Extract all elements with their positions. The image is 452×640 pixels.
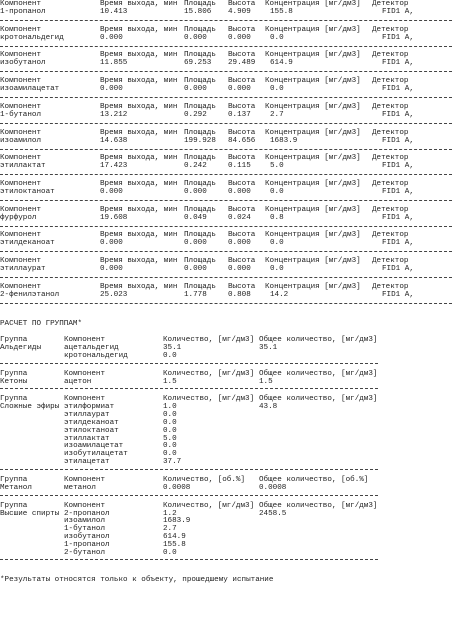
meas-component: этиллактат: [0, 162, 46, 171]
separator-line: [0, 226, 452, 227]
group-header-qty: Количество, [об.%]: [163, 475, 246, 484]
meas-header-conc: Концентрация [мг/дм3]: [265, 205, 361, 214]
meas-header-detector: Детектор: [372, 102, 409, 111]
meas-header-area: Площадь: [184, 128, 216, 137]
meas-header-detector: Детектор: [372, 231, 409, 240]
meas-area: 0.000: [184, 85, 207, 94]
meas-detector: FID1 A,: [382, 59, 414, 68]
meas-header-component: Компонент: [0, 179, 42, 188]
meas-header-component: Компонент: [0, 154, 42, 163]
meas-header-detector: Детектор: [372, 257, 409, 265]
meas-conc: 0.8: [270, 213, 284, 222]
meas-conc: 14.2: [270, 290, 289, 299]
meas-header-component: Компонент: [0, 102, 42, 111]
meas-header-conc: Концентрация [мг/дм3]: [265, 77, 361, 86]
meas-time: 0.000: [100, 33, 123, 42]
meas-conc: 0.0: [270, 239, 284, 248]
group-item-value: 0.0: [163, 450, 177, 459]
group-item-component: этиллаурат: [64, 411, 110, 420]
group-item-component: 1-бутанол: [64, 525, 106, 534]
meas-header-conc: Концентрация [мг/дм3]: [265, 0, 361, 8]
meas-header-conc: Концентрация [мг/дм3]: [265, 102, 361, 111]
meas-header-detector: Детектор: [372, 179, 409, 188]
meas-header-conc: Концентрация [мг/дм3]: [265, 154, 361, 163]
meas-header-height: Высота: [228, 282, 256, 291]
meas-header-time: Время выхода, мин: [100, 0, 178, 8]
group-total: 0.0008: [259, 483, 287, 492]
meas-detector: FID1 A,: [382, 136, 414, 145]
meas-time: 0.000: [100, 187, 123, 196]
meas-height: 29.489: [228, 59, 256, 68]
meas-header-area: Площадь: [184, 51, 216, 60]
group-header-label: Группа: [0, 501, 28, 510]
meas-height: 0.808: [228, 290, 251, 299]
group-header-label: Группа: [0, 395, 28, 404]
meas-component: изоамилол: [0, 136, 42, 145]
group-item-value: 37.7: [163, 458, 182, 466]
group-item-value: 5.0: [163, 434, 177, 443]
group-item-value: 0.0: [163, 548, 177, 557]
separator-line: [0, 388, 378, 389]
group-header-qty: Количество, [мг/дм3]: [163, 369, 255, 378]
meas-area: 0.242: [184, 162, 207, 171]
meas-detector: FID1 A,: [382, 162, 414, 171]
meas-component: фурфурол: [0, 213, 37, 222]
meas-header-component: Компонент: [0, 128, 42, 137]
group-item-component: изоамилацетат: [64, 442, 124, 451]
group-item-component: изоамилол: [64, 517, 106, 526]
meas-conc: 155.8: [270, 8, 293, 16]
meas-header-time: Время выхода, мин: [100, 51, 178, 60]
footnote: *Результаты относятся только к объекту, прошедшему испытание: [0, 576, 274, 585]
meas-header-time: Время выхода, мин: [100, 128, 178, 137]
meas-header-time: Время выхода, мин: [100, 205, 178, 214]
meas-header-conc: Концентрация [мг/дм3]: [265, 257, 361, 265]
group-item-value: 0.0: [163, 419, 177, 427]
meas-area: 0.000: [184, 33, 207, 42]
meas-header-area: Площадь: [184, 257, 216, 265]
meas-area: 1.778: [184, 290, 207, 299]
meas-header-area: Площадь: [184, 282, 216, 291]
group-header-label: Группа: [0, 475, 28, 484]
meas-height: 0.115: [228, 162, 251, 171]
meas-header-conc: Концентрация [мг/дм3]: [265, 179, 361, 188]
meas-header-conc: Концентрация [мг/дм3]: [265, 231, 361, 240]
separator-line: [0, 71, 452, 72]
meas-time: 0.000: [100, 265, 123, 273]
separator-line: [0, 174, 452, 175]
group-item-component: кротональдегид: [64, 351, 128, 360]
meas-height: 0.000: [228, 187, 251, 196]
group-item-value: 35.1: [163, 344, 182, 352]
meas-header-conc: Концентрация [мг/дм3]: [265, 25, 361, 34]
group-item-component: этилоктаноат: [64, 426, 119, 435]
meas-time: 17.423: [100, 162, 128, 171]
group-header-component: Компонент: [64, 369, 106, 378]
group-item-component: 2-пропанол: [64, 509, 110, 518]
meas-component: этилоктаноат: [0, 187, 55, 196]
meas-time: 0.000: [100, 239, 123, 248]
group-name: Метанол: [0, 483, 32, 492]
group-item-component: этилформиат: [64, 403, 115, 412]
group-item-value: 2.7: [163, 525, 177, 534]
group-name: Высшие спирты: [0, 509, 60, 518]
meas-header-area: Площадь: [184, 205, 216, 214]
meas-component: кротональдегид: [0, 33, 64, 42]
meas-area: 69.253: [184, 59, 212, 68]
meas-time: 10.413: [100, 8, 128, 16]
separator-line: [0, 495, 378, 496]
meas-conc: 614.9: [270, 59, 293, 68]
meas-area: 15.806: [184, 8, 212, 16]
meas-detector: FID1 A,: [382, 8, 414, 16]
meas-height: 0.137: [228, 110, 251, 119]
meas-time: 19.608: [100, 213, 128, 222]
meas-conc: 1683.9: [270, 136, 298, 145]
meas-time: 13.212: [100, 110, 128, 119]
group-header-component: Компонент: [64, 395, 106, 404]
meas-height: 0.000: [228, 85, 251, 94]
meas-height: 4.909: [228, 8, 251, 16]
group-name: Кетоны: [0, 377, 28, 386]
meas-header-height: Высота: [228, 257, 256, 265]
meas-header-area: Площадь: [184, 179, 216, 188]
meas-header-conc: Концентрация [мг/дм3]: [265, 282, 361, 291]
meas-header-detector: Детектор: [372, 282, 409, 291]
separator-line: [0, 469, 378, 470]
group-header-component: Компонент: [64, 336, 106, 344]
group-item-value: 0.0: [163, 426, 177, 435]
meas-component: 2-фенилэтанол: [0, 290, 60, 299]
group-header-qty: Количество, [мг/дм3]: [163, 395, 255, 404]
group-item-component: изобутанол: [64, 533, 110, 541]
meas-detector: FID1 A,: [382, 239, 414, 248]
group-item-component: 1-пропанол: [64, 540, 110, 549]
separator-line: [0, 277, 452, 278]
meas-header-time: Время выхода, мин: [100, 179, 178, 188]
separator-line: [0, 363, 378, 364]
meas-header-detector: Детектор: [372, 0, 409, 8]
meas-header-height: Высота: [228, 154, 256, 163]
meas-header-time: Время выхода, мин: [100, 25, 178, 34]
meas-time: 0.000: [100, 85, 123, 94]
meas-area: 0.000: [184, 187, 207, 196]
meas-detector: FID1 A,: [382, 85, 414, 94]
meas-component: этилдеканоат: [0, 239, 55, 248]
meas-component: изоамилацетат: [0, 85, 60, 94]
meas-conc: 0.0: [270, 265, 284, 273]
meas-detector: FID1 A,: [382, 110, 414, 119]
meas-component: изобутанол: [0, 59, 46, 68]
group-header-total: Общее количество, [мг/дм3]: [259, 369, 378, 378]
meas-header-height: Высота: [228, 205, 256, 214]
separator-line: [0, 303, 452, 304]
meas-detector: FID1 A,: [382, 33, 414, 42]
separator-line: [0, 149, 452, 150]
group-item-component: ацетон: [64, 377, 92, 386]
meas-header-area: Площадь: [184, 231, 216, 240]
meas-header-detector: Детектор: [372, 154, 409, 163]
meas-header-area: Площадь: [184, 102, 216, 111]
meas-header-component: Компонент: [0, 282, 42, 291]
meas-header-component: Компонент: [0, 77, 42, 86]
separator-line: [0, 251, 452, 252]
meas-area: 0.000: [184, 265, 207, 273]
meas-header-detector: Детектор: [372, 128, 409, 137]
meas-conc: 0.0: [270, 187, 284, 196]
meas-header-conc: Концентрация [мг/дм3]: [265, 51, 361, 60]
group-item-component: ацетальдегид: [64, 344, 119, 352]
meas-header-component: Компонент: [0, 0, 42, 8]
meas-detector: FID1 A,: [382, 290, 414, 299]
group-item-component: этиллактат: [64, 434, 110, 443]
group-item-component: метанол: [64, 483, 96, 492]
group-header-total: Общее количество, [мг/дм3]: [259, 336, 378, 344]
group-header-component: Компонент: [64, 501, 106, 510]
meas-height: 0.000: [228, 33, 251, 42]
meas-height: 0.000: [228, 265, 251, 273]
group-header-total: Общее количество, [мг/дм3]: [259, 501, 378, 510]
group-item-value: 614.9: [163, 533, 186, 541]
separator-line: [0, 559, 378, 560]
meas-area: 0.049: [184, 213, 207, 222]
meas-time: 25.023: [100, 290, 128, 299]
meas-header-component: Компонент: [0, 25, 42, 34]
meas-time: 11.855: [100, 59, 128, 68]
meas-component: 1-пропанол: [0, 8, 46, 16]
meas-header-area: Площадь: [184, 25, 216, 34]
separator-line: [0, 97, 452, 98]
meas-header-component: Компонент: [0, 231, 42, 240]
separator-line: [0, 123, 452, 124]
meas-area: 199.928: [184, 136, 216, 145]
meas-component: 1-бутанол: [0, 110, 42, 119]
meas-header-detector: Детектор: [372, 51, 409, 60]
meas-area: 0.292: [184, 110, 207, 119]
meas-time: 14.638: [100, 136, 128, 145]
group-header-qty: Количество, [мг/дм3]: [163, 501, 255, 510]
group-header-label: Группа: [0, 336, 28, 344]
meas-conc: 5.0: [270, 162, 284, 171]
meas-header-height: Высота: [228, 25, 256, 34]
meas-header-time: Время выхода, мин: [100, 282, 178, 291]
meas-detector: FID1 A,: [382, 265, 414, 273]
group-header-qty: Количество, [мг/дм3]: [163, 336, 255, 344]
meas-header-time: Время выхода, мин: [100, 257, 178, 265]
group-item-value: 0.0008: [163, 483, 191, 492]
groups-title: РАСЧЕТ ПО ГРУППАМ*: [0, 320, 83, 328]
group-item-value: 155.8: [163, 540, 186, 549]
meas-height: 84.656: [228, 136, 256, 145]
meas-header-height: Высота: [228, 51, 256, 60]
separator-line: [0, 200, 452, 201]
group-item-component: 2-бутанол: [64, 548, 106, 557]
meas-header-height: Высота: [228, 179, 256, 188]
group-item-value: 1683.9: [163, 517, 191, 526]
meas-component: этиллаурат: [0, 265, 46, 273]
meas-header-area: Площадь: [184, 77, 216, 86]
separator-line: [0, 46, 452, 47]
group-total: 2458.5: [259, 509, 287, 518]
meas-header-area: Площадь: [184, 154, 216, 163]
meas-conc: 0.0: [270, 85, 284, 94]
meas-header-height: Высота: [228, 77, 256, 86]
meas-area: 0.000: [184, 239, 207, 248]
meas-height: 0.000: [228, 239, 251, 248]
group-total: 1.5: [259, 377, 273, 386]
group-header-total: Общее количество, [об.%]: [259, 475, 369, 484]
group-item-value: 0.0: [163, 442, 177, 451]
group-header-label: Группа: [0, 369, 28, 378]
meas-header-height: Высота: [228, 102, 256, 111]
meas-header-detector: Детектор: [372, 77, 409, 86]
meas-header-area: Площадь: [184, 0, 216, 8]
meas-detector: FID1 A,: [382, 213, 414, 222]
separator-line: [0, 20, 452, 21]
meas-height: 0.024: [228, 213, 251, 222]
group-name: Сложные эфиры: [0, 403, 60, 412]
meas-header-height: Высота: [228, 128, 256, 137]
meas-header-time: Время выхода, мин: [100, 231, 178, 240]
group-total: 35.1: [259, 344, 278, 352]
group-header-component: Компонент: [64, 475, 106, 484]
meas-header-time: Время выхода, мин: [100, 102, 178, 111]
meas-header-component: Компонент: [0, 205, 42, 214]
meas-header-conc: Концентрация [мг/дм3]: [265, 128, 361, 137]
group-item-component: этилацетат: [64, 458, 110, 466]
meas-header-component: Компонент: [0, 51, 42, 60]
meas-header-detector: Детектор: [372, 205, 409, 214]
meas-header-detector: Детектор: [372, 25, 409, 34]
group-item-value: 1.2: [163, 509, 177, 518]
group-item-component: изобутилацетат: [64, 450, 128, 459]
group-name: Альдегиды: [0, 344, 42, 352]
meas-conc: 2.7: [270, 110, 284, 119]
group-total: 43.8: [259, 403, 278, 412]
group-item-value: 0.0: [163, 411, 177, 420]
meas-header-height: Высота: [228, 0, 256, 8]
group-header-total: Общее количество, [мг/дм3]: [259, 395, 378, 404]
meas-header-height: Высота: [228, 231, 256, 240]
meas-header-time: Время выхода, мин: [100, 77, 178, 86]
group-item-value: 1.0: [163, 403, 177, 412]
group-item-value: 0.0: [163, 351, 177, 360]
group-item-value: 1.5: [163, 377, 177, 386]
meas-conc: 0.0: [270, 33, 284, 42]
group-item-component: этилдеканоат: [64, 419, 119, 427]
meas-header-component: Компонент: [0, 257, 42, 265]
meas-detector: FID1 A,: [382, 187, 414, 196]
meas-header-time: Время выхода, мин: [100, 154, 178, 163]
